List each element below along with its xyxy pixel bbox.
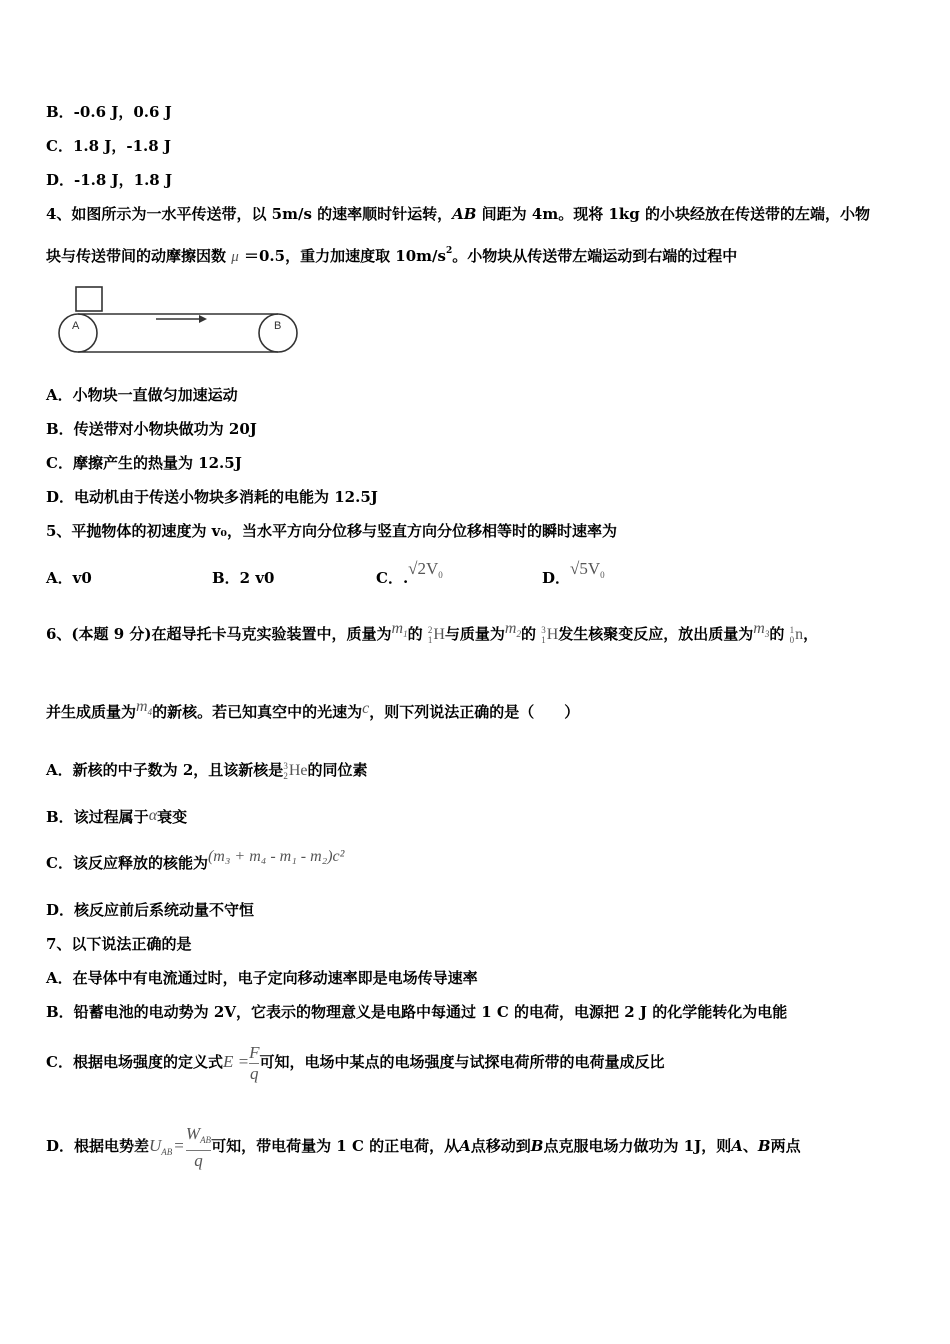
q4-stem-line1: 4、如图所示为一水平传送带，以 5m/s 的速率顺时针运转，AB 间距为 4m。现将 1kg 的小块经放在传送带的左端，小物 bbox=[46, 205, 870, 223]
q6-stem-line1: 6、(本题 9 分)在超导托卡马克实验装置中，质量为$m_1$的 2 1 H 与质量为$m_2$的 3 1 H 发生核聚变反应，放出质量为$m_3$的 1 0 n ， bbox=[46, 620, 819, 645]
q3-option-c: C．1.8 J，-1.8 J bbox=[46, 137, 171, 155]
q3-option-d: D．-1.8 J，1.8 J bbox=[46, 171, 173, 189]
q5-option-a: A．v0 bbox=[46, 569, 92, 587]
arrow-head-icon bbox=[199, 315, 207, 323]
q5-option-d: D．$√5V^0$ bbox=[542, 559, 605, 587]
q5-option-c: C．$.√2V^0$ bbox=[376, 559, 443, 587]
q7-option-b: B．铅蓄电池的电动势为 2V，它表示的物理意义是电路中每通过 1 C 的电荷，电源把 2 J 的化学能转化为电能 bbox=[46, 1003, 788, 1021]
q7-option-c: C．根据电场强度的定义式E = $\frac{F}{q}$ 可知，电场中某点的电场强度与试探电荷所带的电荷量成反比 bbox=[46, 1042, 665, 1083]
q7-option-d: D．根据电势差$U_{AB}$ = $\frac{W_{AB}}{q}$ 可知，带电荷量为 1 C 的正电荷，从A点移动到B点克服电场力做功为 1J，则A、B两点 bbox=[46, 1123, 801, 1170]
label-a: A bbox=[72, 320, 80, 332]
q6-option-c: C．该反应释放的核能为(m₃ + m₄ - m₁ - m₂)c² bbox=[46, 848, 345, 872]
q6-option-b: B．该过程属于α衰变 bbox=[46, 807, 188, 826]
tritium-nuclide: 3 1 H bbox=[541, 625, 559, 645]
q6-option-a: A．新核的中子数为 2，且该新核是 3 2 He 的同位素 bbox=[46, 761, 368, 781]
q5-option-b: B．2 v0 bbox=[212, 569, 275, 587]
q6-stem-line2: 并生成质量为$m_4$的新核。若已知真空中的光速为c，则下列说法正确的是（ ） bbox=[46, 698, 580, 721]
deuterium-nuclide: 2 1 H bbox=[427, 625, 445, 645]
q4-option-d: D．电动机由于传送小物块多消耗的电能为 12.5J bbox=[46, 488, 378, 506]
field-definition-fraction: $\frac{F}{q}$ bbox=[249, 1042, 260, 1083]
q4-option-a: A．小物块一直做匀加速运动 bbox=[46, 386, 238, 404]
q3-option-b: B．-0.6 J，0.6 J bbox=[46, 103, 172, 121]
helium-nuclide: 3 2 He bbox=[283, 761, 308, 781]
block bbox=[76, 287, 102, 311]
conveyor-belt-figure bbox=[56, 284, 302, 358]
q4-option-c: C．摩擦产生的热量为 12.5J bbox=[46, 454, 242, 472]
q5-stem: 5、平抛物体的初速度为 v₀，当水平方向分位移与竖直方向分位移相等时的瞬时速率为 bbox=[46, 522, 617, 540]
q7-option-a: A．在导体中有电流通过时，电子定向移动速率即是电场传导速率 bbox=[46, 969, 478, 987]
q6-option-d: D．核反应前后系统动量不守恒 bbox=[46, 901, 255, 919]
q7-stem: 7、以下说法正确的是 bbox=[46, 935, 192, 953]
q4-stem-line2: 块与传送带间的动摩擦因数 μ ＝0.5，重力加速度取 $10m/s^2$。小物块从传送带左端运动到右端的过程中 bbox=[46, 246, 738, 265]
label-b: B bbox=[274, 320, 282, 332]
potential-difference-fraction: $\frac{W_{AB}}{q}$ bbox=[185, 1123, 212, 1170]
neutron-nuclide: 1 0 n bbox=[789, 625, 804, 645]
q4-option-b: B．传送带对小物块做功为 20J bbox=[46, 420, 257, 438]
